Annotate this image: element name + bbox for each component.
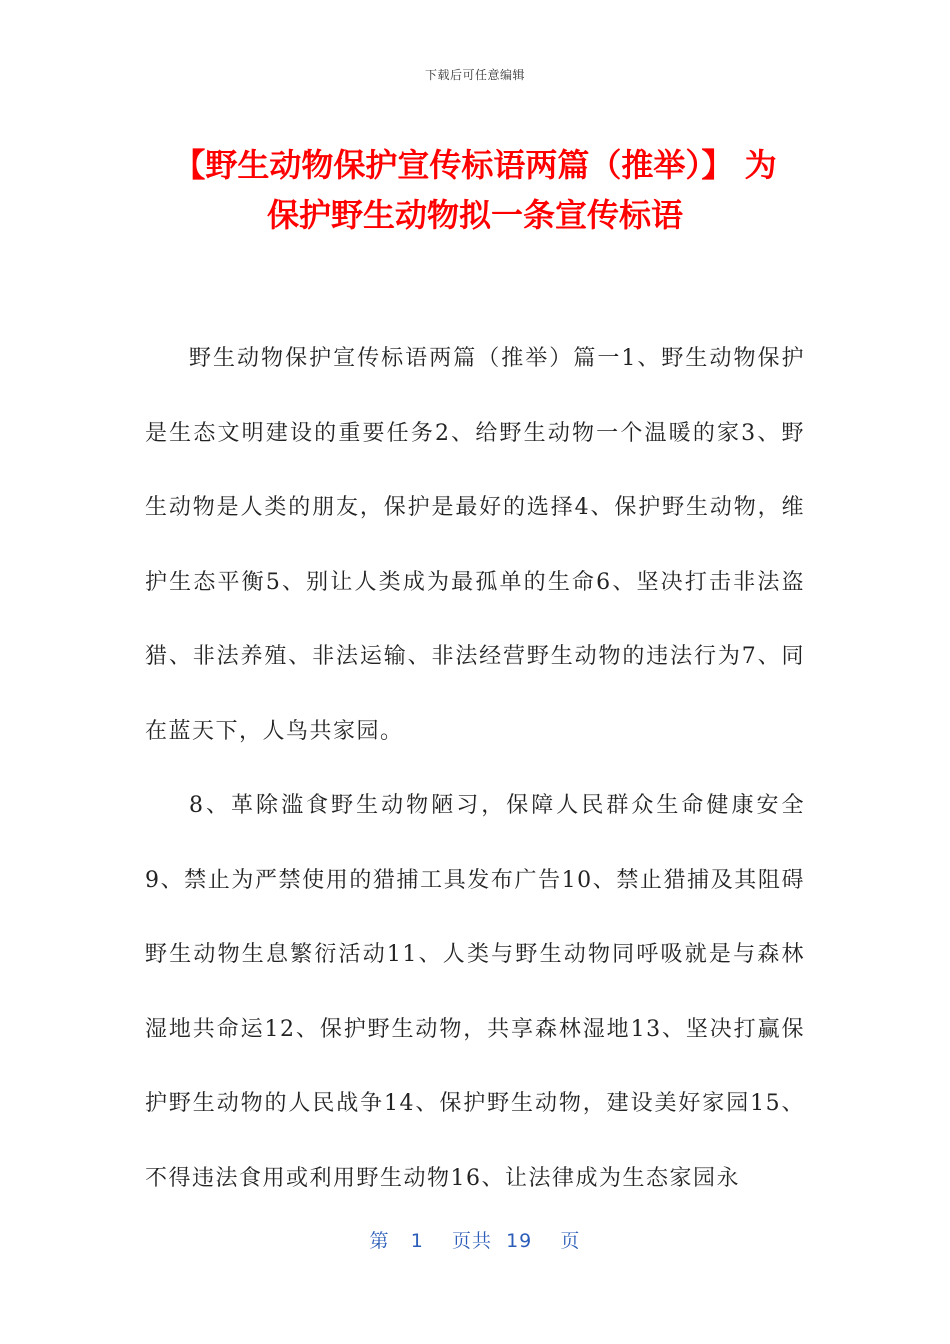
page-label-suffix: 页	[560, 1230, 581, 1252]
body-paragraph: 8、革除滥食野生动物陋习，保障人民群众生命健康安全9、禁止为严禁使用的猎捕工具发布广告10、禁止猎捕及其阻碍野生动物生息繁衍活动11、人类与野生动物同呼吸就是与森林湿地共命运12、保护野生动物，共享森林湿地13、坚决打赢保护野生动物的人民战争14、保护野生动物，建设美好家园15、不得违法食用或利用野生动物16、让法律成为生态家园永	[145, 793, 805, 1191]
title-line-2: 保护野生动物拟一条宣传标语	[266, 196, 683, 234]
page-footer	[0, 1226, 950, 1253]
document-title	[140, 140, 810, 240]
body-paragraph: 野生动物保护宣传标语两篇（推举）篇一1、野生动物保护是生态文明建设的重要任务2、给野生动物一个温暖的家3、野生动物是人类的朋友，保护是最好的选择4、保护野生动物，维护生态平衡5、别让人类成为最孤单的生命6、坚决打击非法盗猎、非法养殖、非法运输、非法经营野生动物的违法行为7、同在蓝天下，人鸟共家园。	[145, 346, 805, 744]
page-label-mid: 页共	[451, 1230, 492, 1252]
title-line-1: 【野生动物保护宣传标语两篇（推举）】 为	[173, 146, 777, 184]
header-note: 下载后可任意编辑	[424, 68, 525, 82]
page-label-prefix: 第	[369, 1230, 390, 1252]
document-body	[145, 322, 805, 1216]
page-number-total: 19	[506, 1230, 533, 1252]
page-number-current: 1	[410, 1230, 424, 1252]
